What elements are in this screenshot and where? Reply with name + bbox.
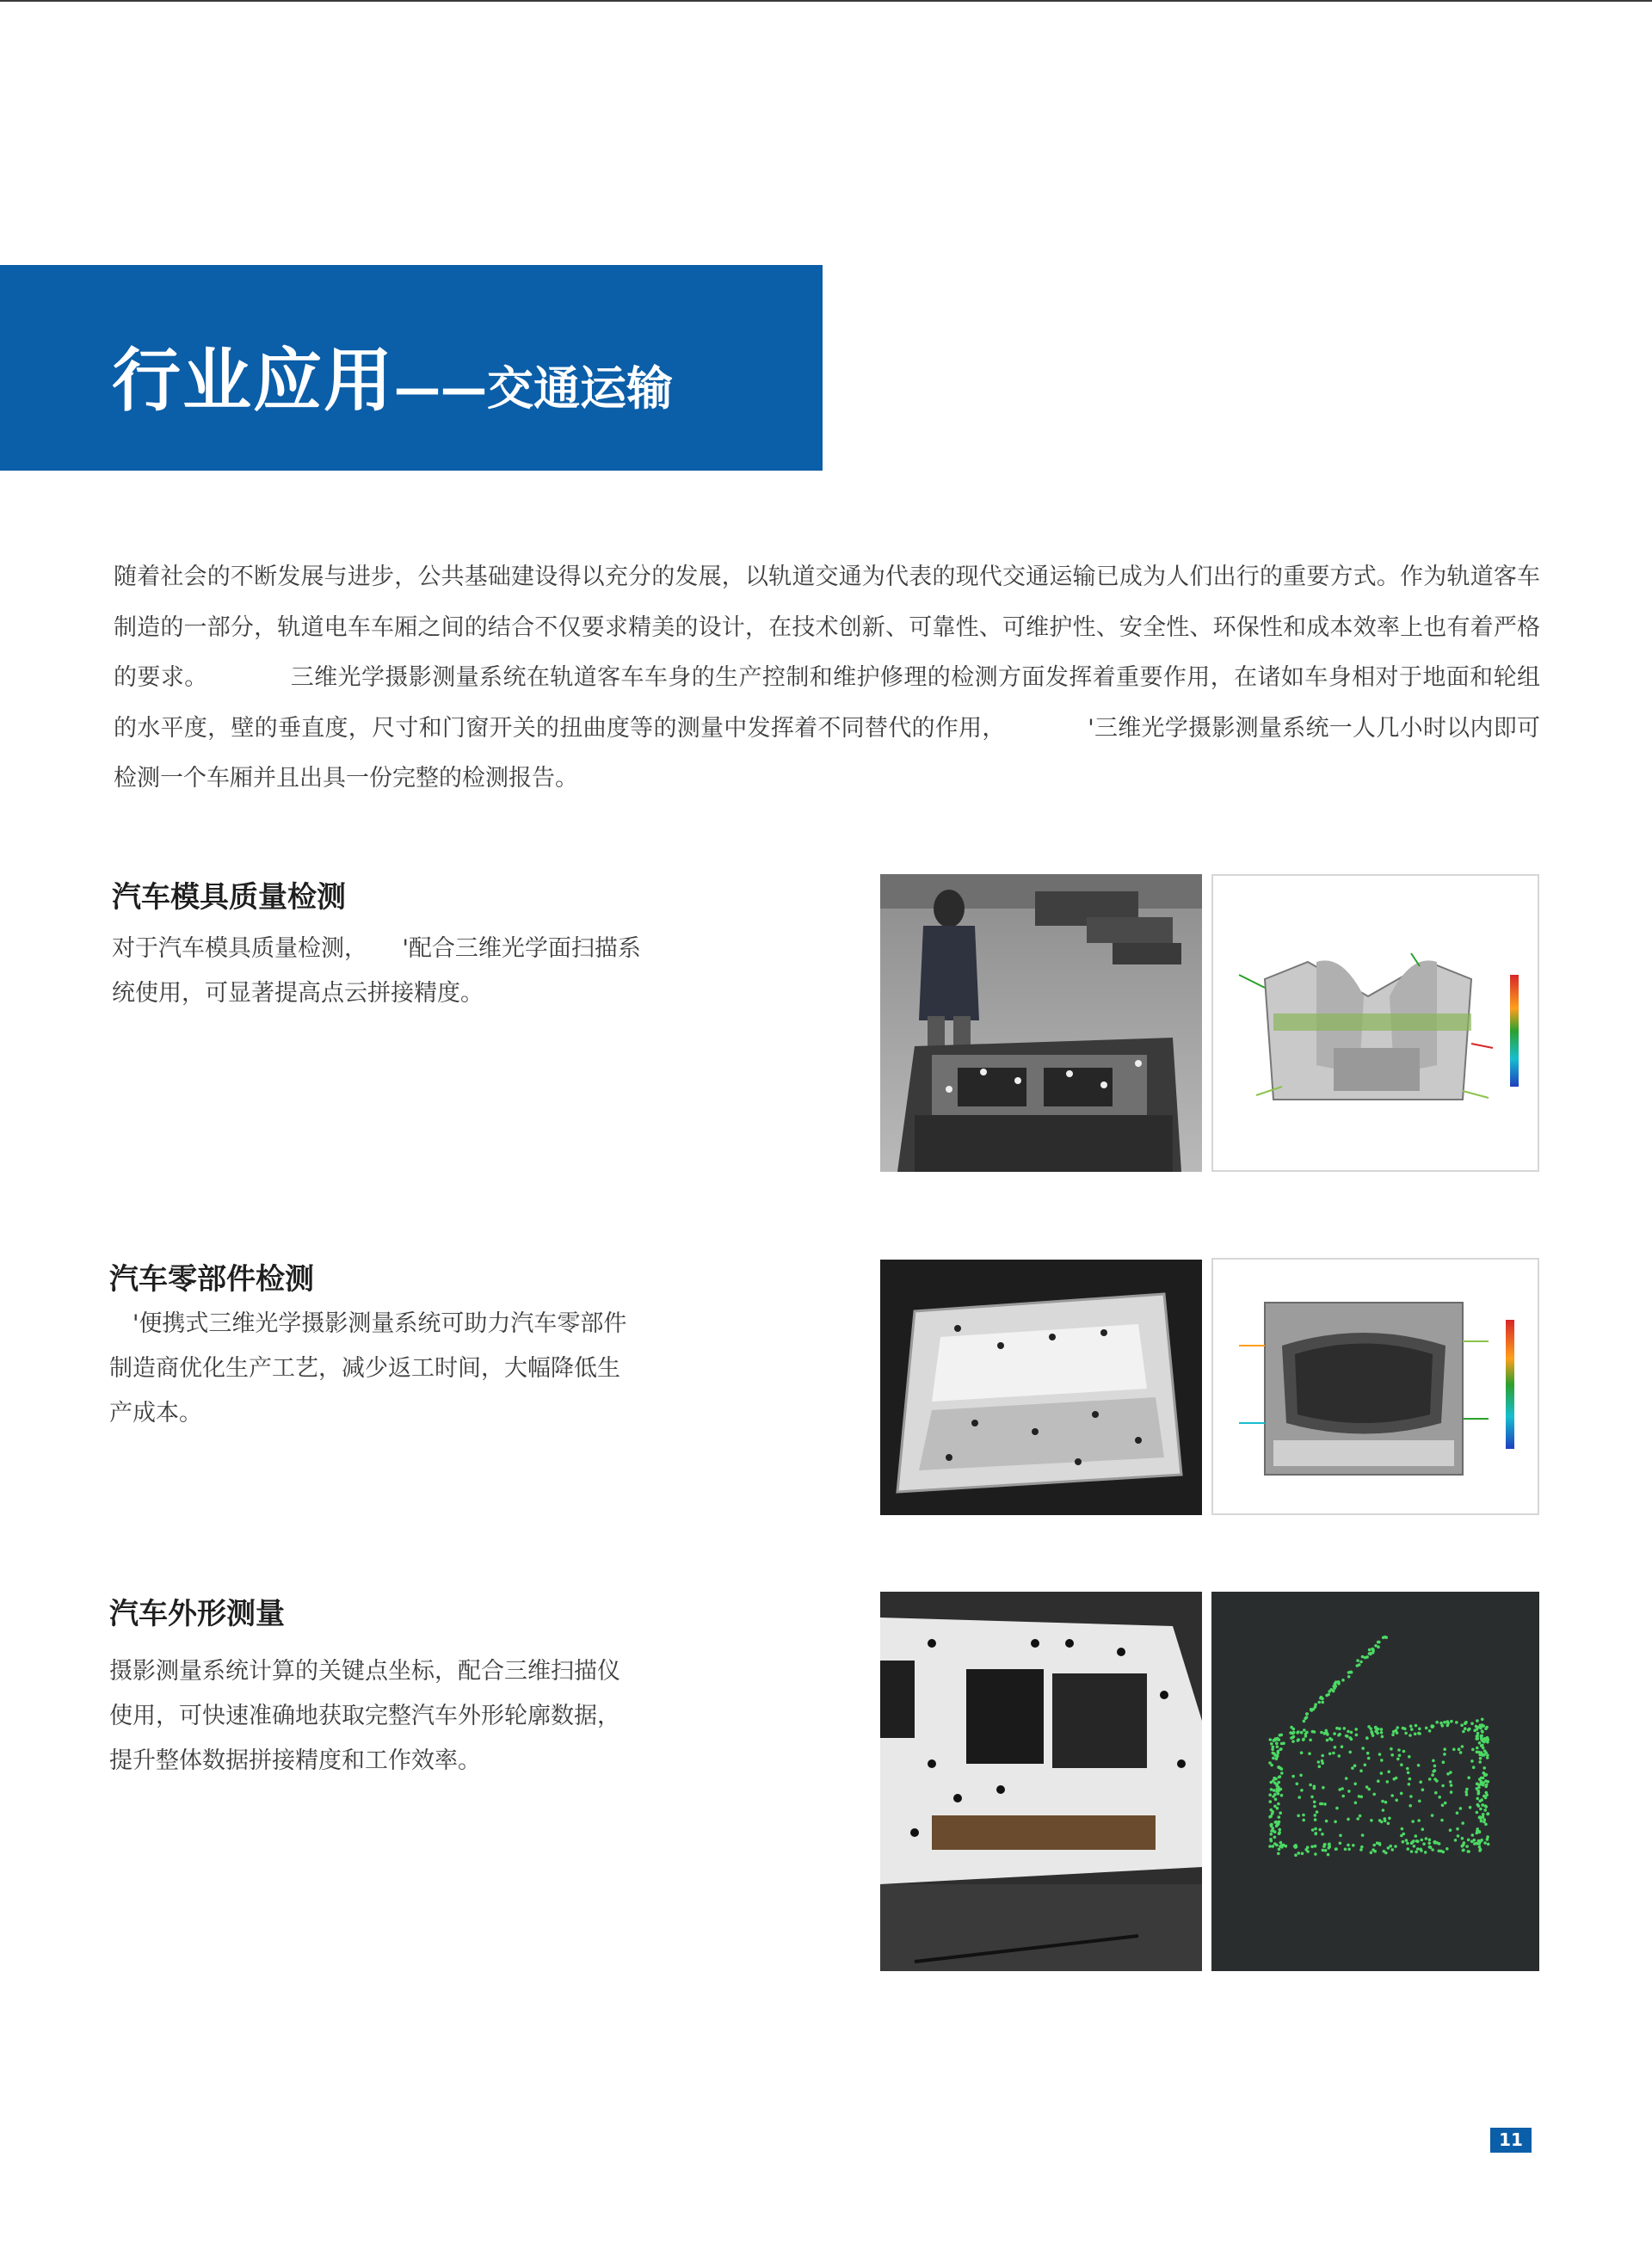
intro-paragraph: 随着社会的不断发展与进步，公共基础建设得以充分的发展，以轨道交通为代表的现代交通运输已成为人们出行的重要方式。作为轨道客车制造的一部分，轨道电车车厢之间的结合不仅要求精美的设计，在技术创新、可靠性、可维护性、安全性、环保性和成本效率上也有着严格的要求。 三维光学摄影测量系统在轨道客车车身的生产控制和维护修理的检测方面发挥着重要作用，在诸如车身相对于地面和轮组的水平度，壁的垂直度，尺寸和门窗开关的扭曲度等的测量中发挥着不同替代的作用， '三维光学摄影测量系统一人几小时以内即可检测一个车厢并且出具一份完整的检测报告。 (114, 564, 1540, 792)
page-number: 11 (1490, 2128, 1532, 2153)
parts-deviation-map (1211, 1258, 1539, 1515)
section-title-mold-inspection: 汽车模具质量检测 (112, 880, 346, 915)
section-body-exterior-measurement: 摄影测量系统计算的关键点坐标，配合三维扫描仪使用，可快速准确地获取完整汽车外形轮廓数据，提升整体数据拼接精度和工作效率。 (109, 1658, 620, 1774)
car-body-photo (880, 1592, 1202, 1971)
section-body-mold-inspection: 对于汽车模具质量检测， '配合三维光学面扫描系统使用，可显著提高点云拼接精度。 (112, 935, 641, 1007)
section-title-parts-inspection: 汽车零部件检测 (109, 1262, 314, 1297)
banner-title-main: 行业应用 (112, 341, 394, 421)
mold-inspection-photo (880, 874, 1202, 1172)
section-banner (0, 265, 823, 471)
mold-deviation-map (1211, 874, 1539, 1172)
banner-title (112, 325, 673, 424)
banner-title-sub: ——交通运输 (394, 361, 673, 416)
section-title-exterior-measurement: 汽车外形测量 (109, 1597, 285, 1631)
section-body-parts-inspection: '便携式三维光学摄影测量系统可助力汽车零部件制造商优化生产工艺，减少返工时间，大幅降低生产成本。 (109, 1310, 627, 1427)
top-rule (0, 0, 1652, 2)
parts-inspection-photo (880, 1260, 1202, 1515)
point-cloud-view (1211, 1592, 1539, 1971)
